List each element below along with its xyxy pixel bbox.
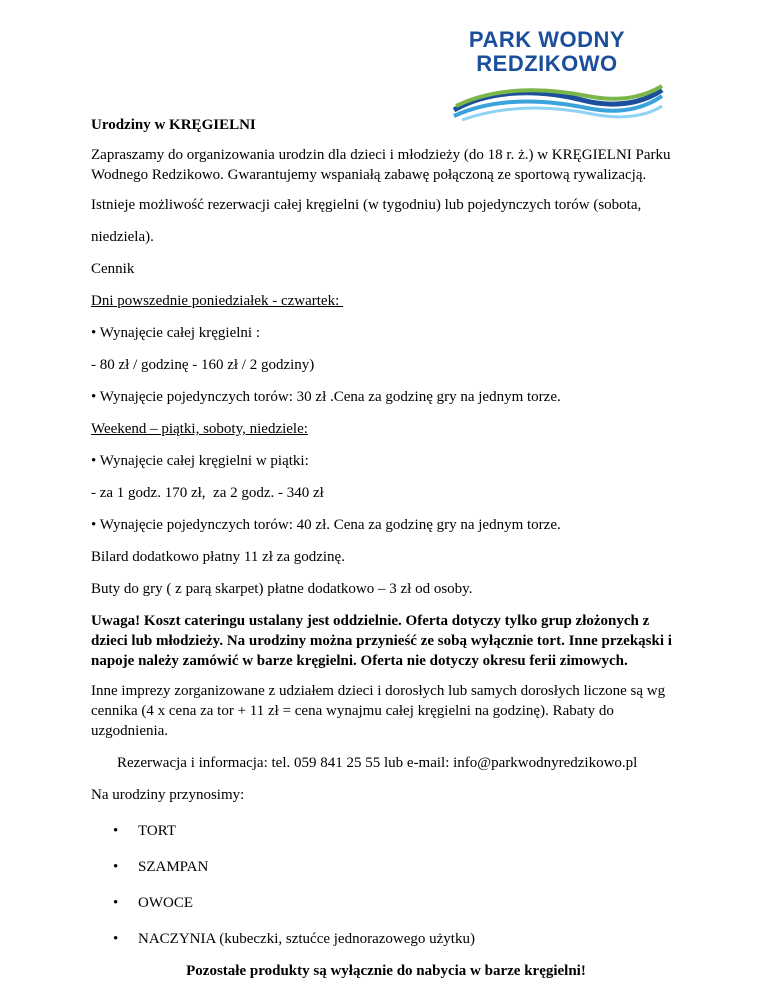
list-item (91, 821, 681, 841)
weekdays-item-2: • Wynajęcie pojedynczych torów: 30 zł .Cena za godzinę gry na jednym torze. (91, 389, 561, 405)
weekdays-heading: Dni powszednie poniedziałek - czwartek: (91, 293, 343, 309)
weekend-heading: Weekend – piątki, soboty, niedziele: (91, 421, 308, 437)
reservation-line-1: Istnieje możliwość rezerwacji całej kręgielni (w tygodniu) lub pojedynczych torów (sobota, (91, 197, 642, 213)
weekend-price: - za 1 godz. 170 zł, za 2 godz. - 340 zł (91, 485, 324, 501)
logo-line-2: REDZIKOWO (476, 51, 618, 76)
weekdays-item-1: • Wynajęcie całej kręgielni : (91, 325, 260, 341)
contact-line: Rezerwacja i informacja: tel. 059 841 25 55 lub e-mail: info@parkwodnyredzikowo.pl (117, 755, 638, 771)
intro-paragraph: Zapraszamy do organizowania urodzin dla dzieci i młodzieży (do 18 r. ż.) w KRĘGIELNI Parku Wodnego Redzikowo. Gwarantujemy wspaniałą zabawę połączoną ze sportową rywalizacją. (91, 147, 671, 183)
bullet: • (113, 895, 119, 911)
list-item (91, 893, 681, 913)
park-wodny-logo (452, 28, 664, 124)
logo-line-1: PARK WODNY (468, 27, 626, 52)
footer-note: Pozostałe produkty są wyłącznie do nabycia w barze kręgielni! (186, 963, 586, 979)
list-item (91, 857, 681, 877)
shoes-note: Buty do gry ( z parą skarpet) płatne dodatkowo – 3 zł od osoby. (91, 581, 473, 597)
list-item-label: OWOCE (138, 895, 193, 911)
list-item-label: SZAMPAN (138, 859, 209, 875)
warning-paragraph: Uwaga! Koszt cateringu ustalany jest oddzielnie. Oferta dotyczy tylko grup złożonych z dzieci lub młodzieży. Na urodziny można przynieść ze sobą wyłącznie tort. Inne przekąski i napoje należy zamówić w barze kręgielni. Oferta nie dotyczy okresu ferii zimowych. (91, 613, 672, 669)
bullet: • (113, 931, 119, 947)
page-title: Urodziny w KRĘGIELNI (91, 117, 256, 133)
reservation-line-2: niedziela). (91, 229, 154, 245)
document-body (91, 115, 681, 981)
other-events-paragraph: Inne imprezy zorganizowane z udziałem dzieci i dorosłych lub samych dorosłych liczone są wg cennika (4 x cena za tor + 11 zł = cena wynajmu całej kręgielni na godzinę). Rabaty do uzgodnienia. (91, 683, 666, 739)
list-item-label: NACZYNIA (kubeczki, sztućce jednorazowego użytku) (138, 931, 475, 947)
weekend-item-1: • Wynajęcie całej kręgielni w piątki: (91, 453, 309, 469)
weekdays-price: - 80 zł / godzinę - 160 zł / 2 godziny) (91, 357, 315, 373)
list-item-label: TORT (138, 823, 176, 839)
list-item (91, 929, 681, 949)
weekend-item-2: • Wynajęcie pojedynczych torów: 40 zł. Cena za godzinę gry na jednym torze. (91, 517, 561, 533)
cennik-heading: Cennik (91, 261, 135, 277)
bring-heading: Na urodziny przynosimy: (91, 787, 245, 803)
billiards-note: Bilard dodatkowo płatny 11 zł za godzinę. (91, 549, 345, 565)
bullet: • (113, 859, 119, 875)
bullet: • (113, 823, 119, 839)
